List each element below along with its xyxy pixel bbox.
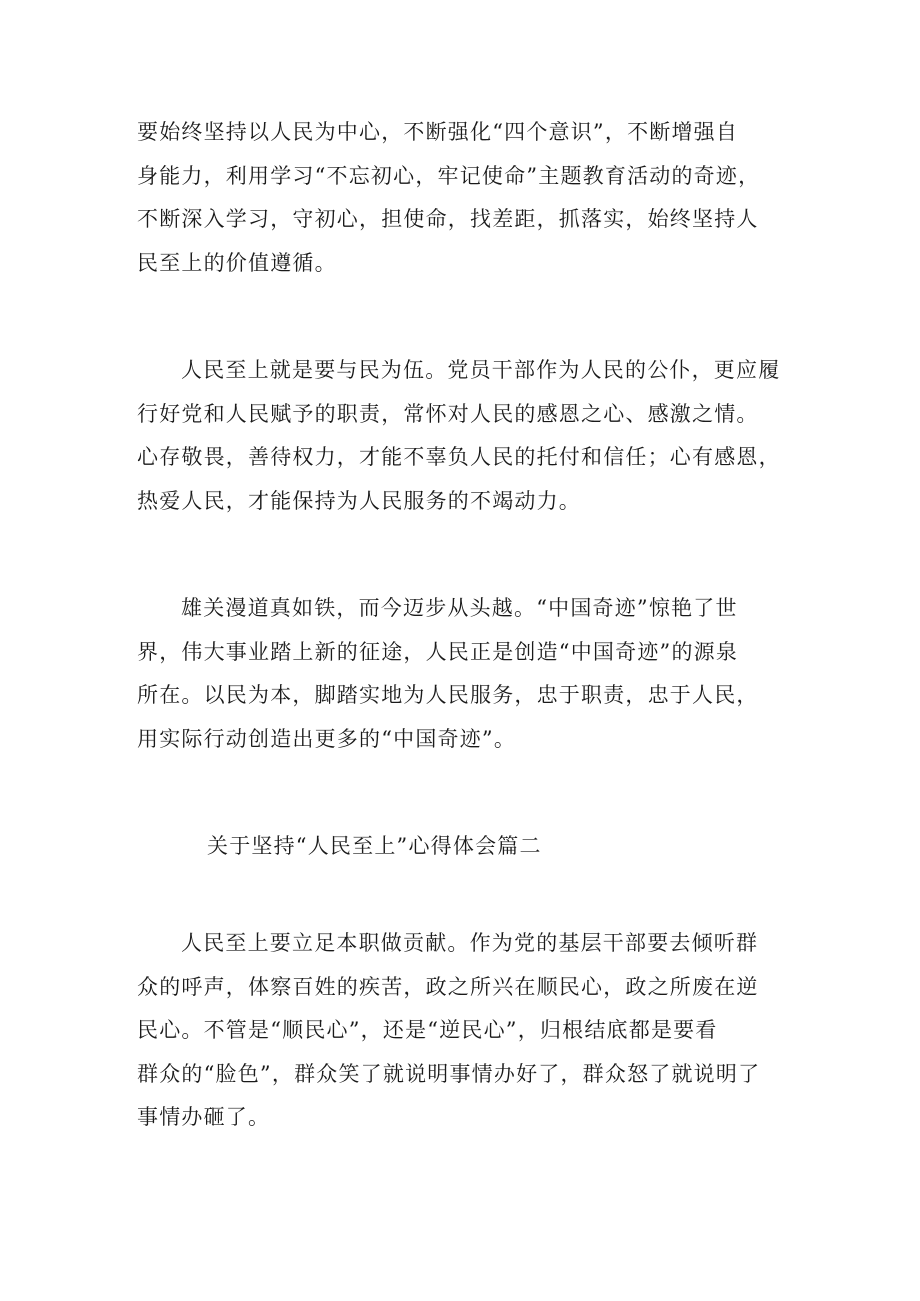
paragraph-line: 人民至上就是要与民为伍。党员干部作为人民的公仆，更应履 (181, 358, 781, 382)
paragraph-line: 热爱人民，才能保持为人民服务的不竭动力。 (137, 488, 581, 513)
paragraph-line: 心存敬畏，善待权力，才能不辜负人民的托付和信任；心有感恩， (137, 445, 781, 469)
section-heading: 关于坚持“人民至上”心得体会篇二 (207, 834, 542, 858)
paragraph-line: 要始终坚持以人民为中心，不断强化“四个意识”，不断增强自 (137, 120, 739, 144)
paragraph-line: 民心。不管是“顺民心”，还是“逆民心”，归根结底都是要看 (137, 1018, 718, 1042)
paragraph-1 (137, 111, 797, 285)
paragraph-line: 不断深入学习，守初心，担使命，找差距，抓落实，始终坚持人 (137, 207, 759, 231)
paragraph-line: 界，伟大事业踏上新的征途，人民正是创造“中国奇迹”的源泉 (137, 639, 739, 664)
paragraph-2 (137, 349, 797, 523)
paragraph-line: 人民至上要立足本职做贡献。作为党的基层干部要去倾听群 (181, 931, 759, 955)
paragraph-line: 事情办砸了。 (137, 1105, 271, 1129)
paragraph-line: 所在。以民为本，脚踏实地为人民服务，忠于职责，忠于人民， (137, 683, 759, 707)
paragraph-line: 众的呼声，体察百姓的疾苦，政之所兴在顺民心，政之所废在逆 (137, 974, 759, 999)
paragraph-4 (137, 922, 797, 1140)
paragraph-line: 行好党和人民赋予的职责，常怀对人民的感恩之心、感激之情。 (137, 401, 759, 426)
paragraph-line: 群众的“脸色”，群众笑了就说明事情办好了，群众怒了就说明了 (137, 1061, 761, 1086)
paragraph-line: 民至上的价值遵循。 (137, 250, 337, 275)
paragraph-line: 雄关漫道真如铁，而今迈步从头越。“中国奇迹”惊艳了世 (181, 596, 738, 620)
paragraph-line: 用实际行动创造出更多的“中国奇迹”。 (137, 726, 517, 751)
paragraph-line: 身能力，利用学习“不忘初心，牢记使命”主题教育活动的奇迹， (137, 163, 761, 188)
paragraph-3 (137, 587, 797, 761)
